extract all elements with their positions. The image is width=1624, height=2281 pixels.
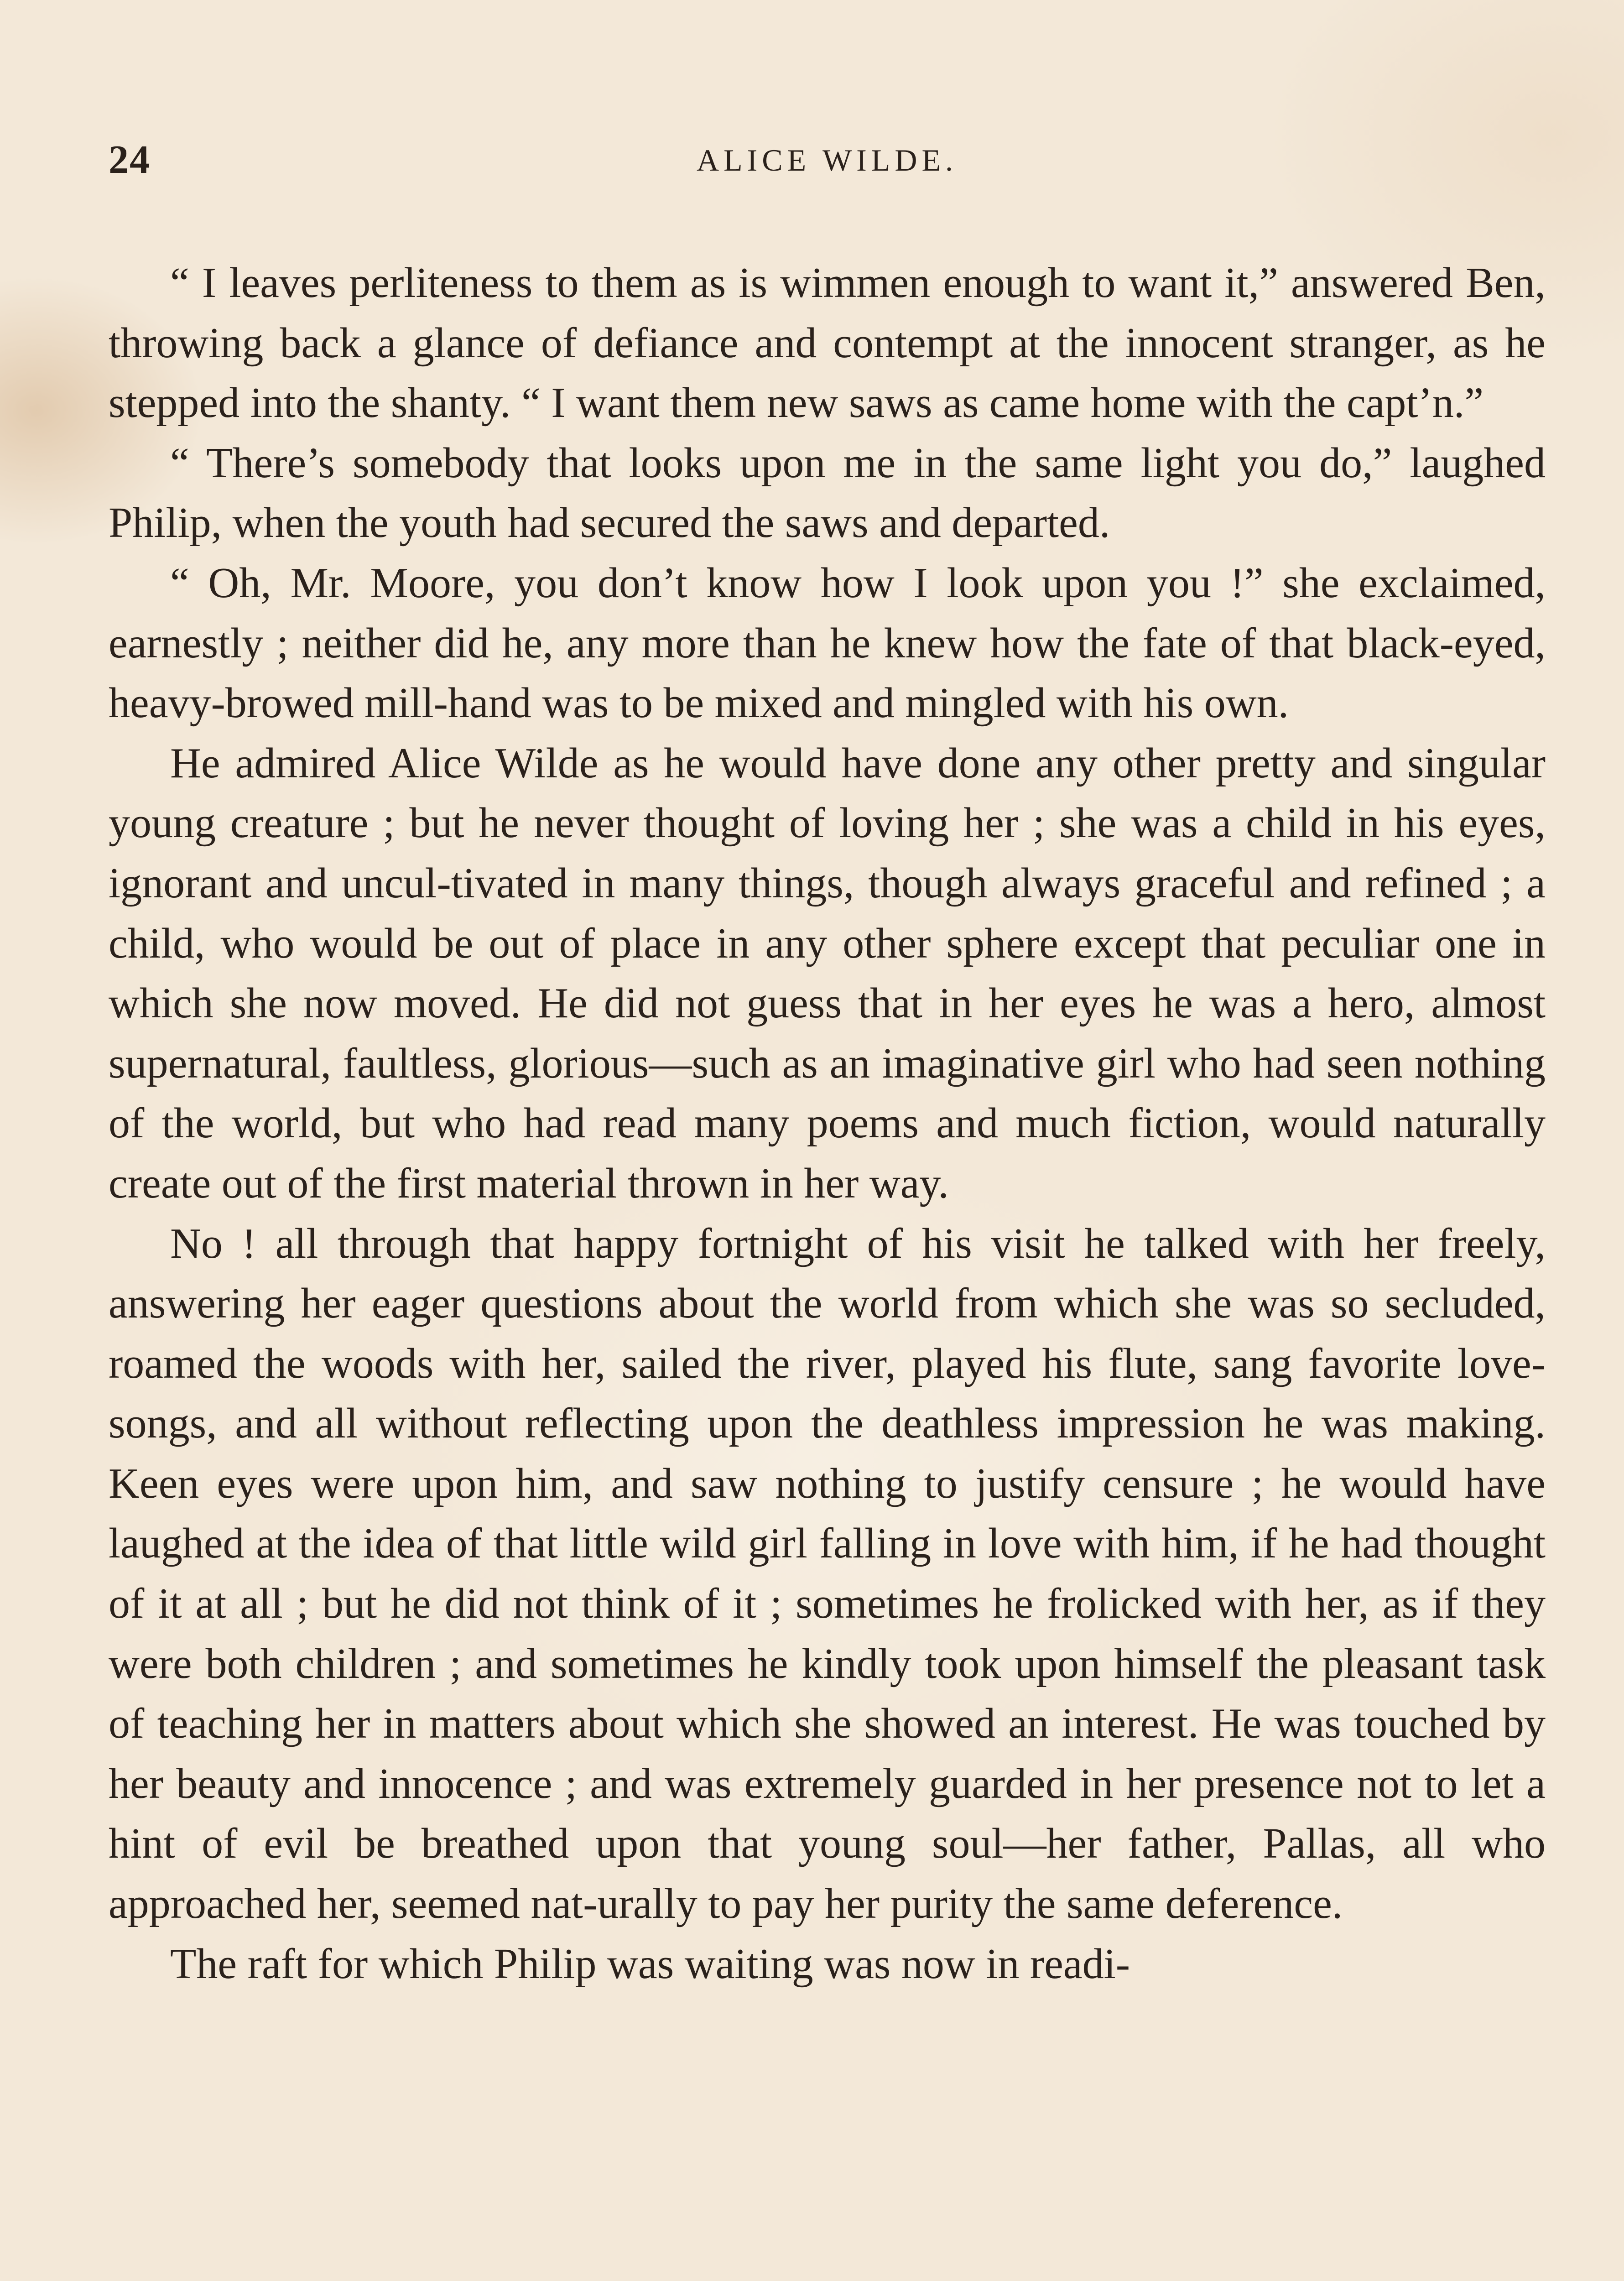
paragraph: “ There’s somebody that looks upon me in the same light you do,” laughed Philip, when the youth had secured the saws and departed. — [109, 439, 1546, 547]
page-number: 24 — [109, 138, 151, 182]
page-header — [109, 137, 1546, 192]
paragraph: The raft for which Philip was waiting was now in readi- — [170, 1940, 1130, 1988]
paragraph: He admired Alice Wilde as he would have done any other pretty and singular young creature ; but he never thought of loving her ; she was a child in his eyes, ignorant and uncul-tivated in many things, though always graceful and refined ; a child, who would be out of place in any other sphere except that peculiar one in which she now moved. He did not guess that in her eyes he was a hero, almost supernatural, faultless, glorious—such as an imaginative girl who had seen nothing of the world, but who had read many poems and much fiction, would naturally create out of the first material thrown in her way. — [109, 739, 1546, 1207]
running-title: ALICE WILDE. — [697, 143, 958, 177]
paragraph: “ I leaves perliteness to them as is wimmen enough to want it,” answered Ben, throwing back a glance of defiance and contempt at the innocent stranger, as he stepped into the shanty. “ I want them new saws as came home with the capt’n.” — [109, 259, 1546, 427]
paragraph: “ Oh, Mr. Moore, you don’t know how I look upon you !” she exclaimed, earnestly ; neither did he, any more than he knew how the fate of that black-eyed, heavy-browed mill-hand was to be mixed and mingled with his own. — [109, 559, 1546, 727]
body-text — [109, 253, 1546, 1994]
paragraph: No ! all through that happy fortnight of his visit he talked with her freely, answering her eager questions about the world from which she was so secluded, roamed the woods with her, sailed the river, played his flute, sang favorite love-songs, and all without reflecting upon the deathless impression he was making. Keen eyes were upon him, and saw nothing to justify censure ; he would have laughed at the idea of that little wild girl falling in love with him, if he had thought of it at all ; but he did not think of it ; sometimes he frolicked with her, as if they were both children ; and sometimes he kindly took upon himself the pleasant task of teaching her in matters about which she showed an interest. He was touched by her beauty and innocence ; and was extremely guarded in her presence not to let a hint of evil be breathed upon that young soul—her father, Pallas, all who approached her, seemed nat-urally to pay her purity the same deference. — [109, 1219, 1546, 1928]
